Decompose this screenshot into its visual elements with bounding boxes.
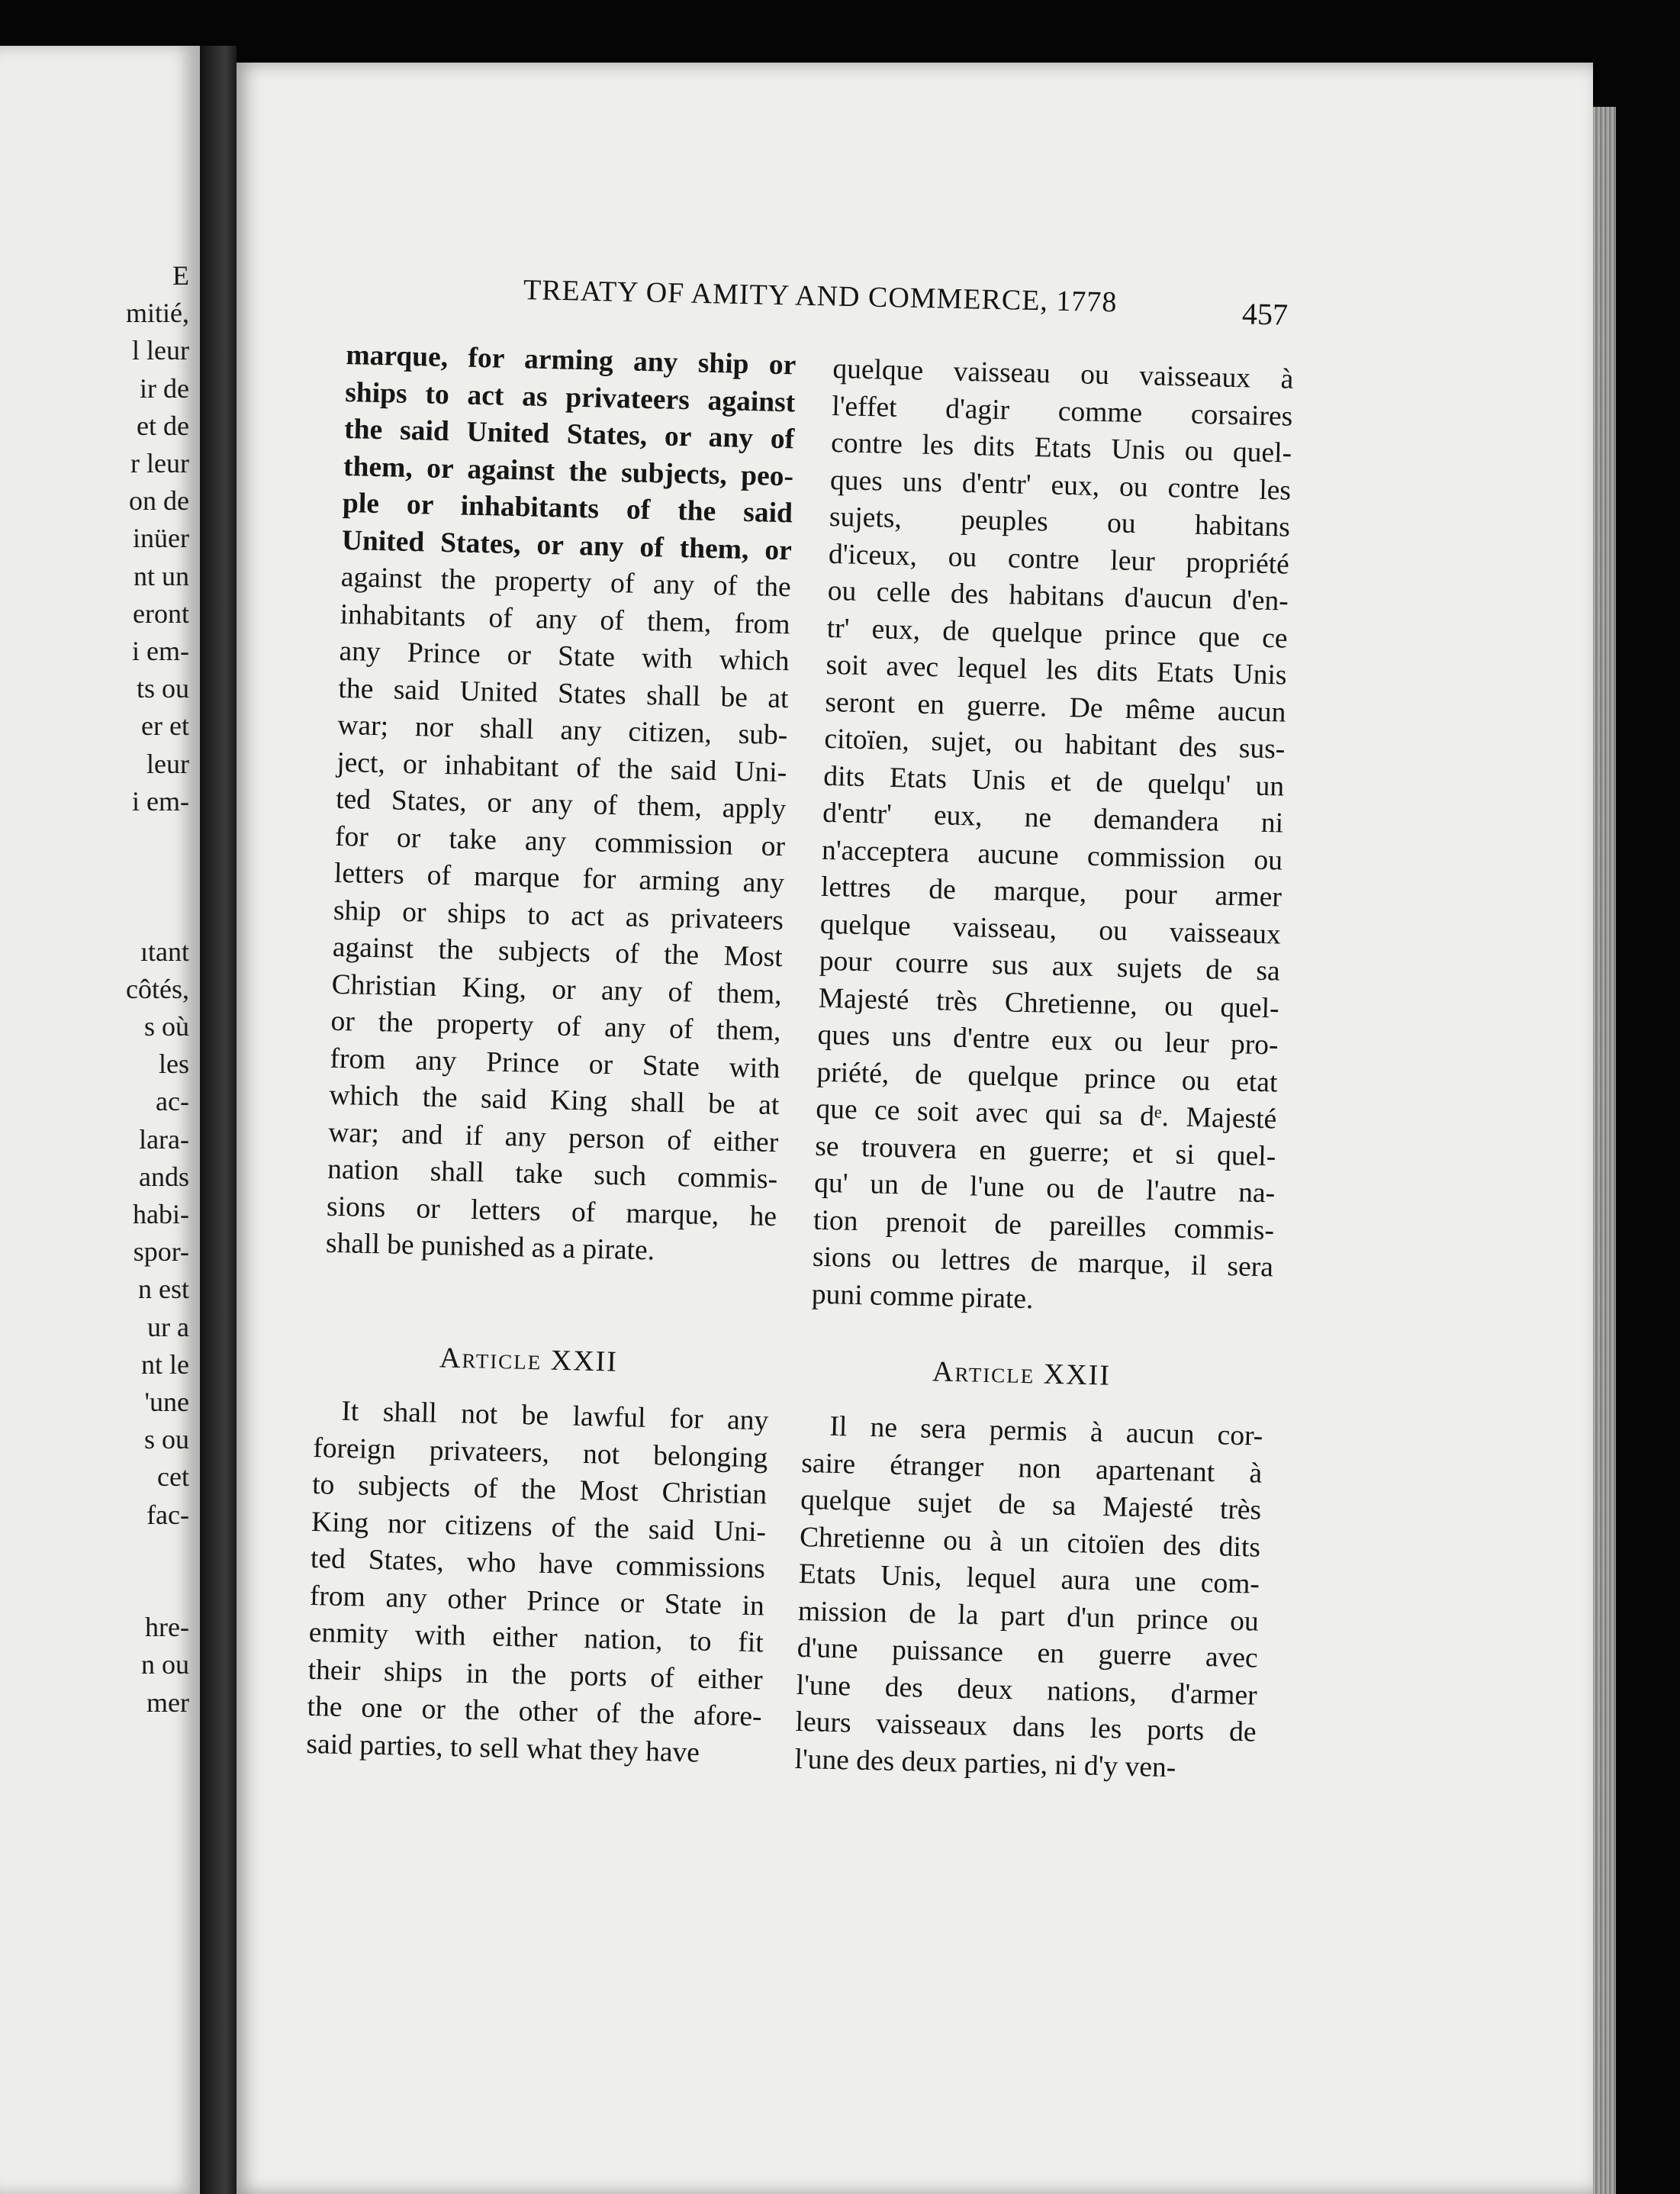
left-page-fragment: lara- [139, 1123, 189, 1155]
text-line: against the property of any of the [340, 561, 792, 604]
left-page-fragment: fac- [146, 1499, 189, 1530]
text-line: tion prenoit de pareilles commis- [813, 1204, 1275, 1246]
left-page-fragment: ac- [156, 1086, 189, 1117]
text-line: sions or letters of marque, he [326, 1190, 777, 1232]
text-line: seront en guerre. De même aucun [825, 686, 1286, 729]
left-page-fragment: ir de [140, 372, 189, 404]
left-page-fragment: i em- [132, 636, 189, 666]
left-page-fragment: les [159, 1049, 189, 1080]
left-page-fragment: er et [141, 710, 189, 742]
left-page-fragment: eront [133, 598, 189, 629]
text-line: enmity with either nation, to fit [308, 1616, 764, 1659]
text-line: ted States, who have commissions [310, 1542, 766, 1585]
left-page-fragment: côtés, [126, 973, 189, 1004]
text-line: sions ou lettres de marque, il sera [812, 1241, 1274, 1284]
text-line: ple or inhabitants of the said [342, 487, 793, 530]
text-line: marque, for arming any ship or [346, 339, 797, 382]
text-line: mission de la part d'un prince ou [797, 1595, 1260, 1638]
text-line: pour courre sus aux sujets de sa [819, 945, 1281, 987]
text-line: war; and if any person of either [327, 1116, 779, 1158]
text-line: qu' un de l'une ou de l'autre na- [813, 1167, 1276, 1210]
left-page-fragment: E [172, 260, 189, 291]
text-line: It shall not be lawful for any [340, 1395, 769, 1437]
text-line: ques uns d'entre eux ou leur pro- [817, 1019, 1279, 1062]
left-page-fragment: mitié, [126, 298, 189, 329]
text-line: ship or ships to act as privateers [333, 894, 784, 936]
text-line: que ce soit avec qui sa dᵉ. Majesté [815, 1093, 1277, 1136]
text-line: quelque sujet de sa Majesté très [800, 1484, 1262, 1526]
left-page-fragment: et de [137, 410, 189, 441]
text-line: lettres de marque, pour armer [820, 871, 1283, 913]
text-line: the said United States, or any of [343, 413, 795, 456]
text-line: letters of marque for arming any [333, 857, 785, 900]
text-line: King nor citizens of the said Uni- [311, 1506, 767, 1548]
text-line: l'effet d'agir comme corsaires [831, 390, 1293, 433]
text-line: foreign privateers, not belonging [312, 1432, 768, 1474]
left-page-fragment: cet [157, 1461, 189, 1493]
text-line: Christian King, or any of them, [331, 968, 783, 1010]
text-line: tr' eux, de quelque prince que ce [826, 612, 1289, 655]
text-line: shall be punished as a pirate. [325, 1227, 655, 1267]
left-page-fragment: nt le [141, 1348, 189, 1380]
text-line: n'acceptera aucune commission ou [821, 834, 1283, 877]
left-page-fragment: n est [138, 1274, 189, 1305]
french-column-article-xxii [794, 1408, 1263, 1789]
left-page-fragment: ur a [147, 1311, 189, 1342]
left-page-fragment: s ou [143, 1424, 189, 1455]
text-line: ships to act as privateers against [344, 376, 796, 418]
text-line: sujets, peuples ou habitans [829, 501, 1291, 543]
left-page-fragment: ts ou [136, 673, 189, 704]
text-line: citoïen, sujet, ou habitant des sus- [823, 723, 1286, 765]
text-line: United States, or any of them, or [341, 524, 793, 566]
text-line: leurs vaisseaux dans les ports de [795, 1706, 1257, 1748]
text-line: ject, or inhabitant of the said Uni- [336, 746, 787, 788]
running-head-title: TREATY OF AMITY AND COMMERCE, 1778 [523, 274, 1118, 319]
text-line: them, or against the subjects, peo- [343, 450, 794, 492]
text-line: nation shall take such commis- [327, 1153, 778, 1196]
text-line: saire étranger non apartenant à [800, 1447, 1263, 1490]
text-line: l'une des deux nations, d'armer [796, 1669, 1258, 1712]
left-page-fragment: on de [129, 485, 189, 517]
text-line: the said United States shall be at [338, 672, 789, 714]
text-line: quelque vaisseau, ou vaisseaux [819, 908, 1282, 951]
book-gutter [200, 46, 237, 2194]
article-heading-english: Article XXII [439, 1342, 619, 1378]
french-column-top [811, 351, 1293, 1323]
text-line: ted States, or any of them, apply [335, 783, 787, 826]
left-page-fragment: 'une [144, 1387, 189, 1417]
english-column-article-xxii [306, 1393, 769, 1773]
text-line: or the property of any of them, [330, 1005, 781, 1048]
text-line: dits Etats Unis et de quelqu' un [822, 760, 1285, 803]
text-line: war; nor shall any citizen, sub- [336, 709, 788, 752]
text-line: ou celle des habitans d'aucun d'en- [827, 575, 1289, 617]
text-line: contre les dits Etats Unis ou quel- [830, 427, 1292, 469]
text-line: which the said King shall be at [328, 1079, 780, 1122]
article-heading-french: Article XXII [932, 1355, 1112, 1392]
left-page-fragment: n ou [141, 1649, 189, 1680]
text-line: priété, de quelque prince ou etat [816, 1056, 1278, 1098]
text-line: any Prince or State with which [339, 635, 790, 678]
text-line: d'iceux, ou contre leur propriété [828, 538, 1290, 581]
text-line: ques uns d'entr' eux, ou contre les [829, 464, 1292, 507]
left-page-fragment: s où [143, 1011, 189, 1042]
text-line: puni comme pirate. [811, 1278, 1034, 1315]
left-page-fragment: ands [139, 1161, 189, 1192]
text-line: se trouvera en guerre; et si quel- [814, 1130, 1276, 1172]
left-page-fragment: inüer [133, 523, 189, 554]
text-line: l'une des deux parties, ni d'y ven- [794, 1743, 1176, 1783]
left-page-fragment: nt un [133, 560, 189, 591]
text-line: soit avec lequel les dits Etats Unis [826, 649, 1287, 691]
facing-left-page [0, 46, 200, 2194]
left-page-fragment: l leur [132, 335, 189, 366]
text-line: Chretienne ou à un citoïen des dits [799, 1521, 1261, 1564]
text-line: said parties, to sell what they have [306, 1728, 700, 1769]
text-line: Il ne sera permis à aucun cor- [829, 1410, 1263, 1452]
english-column-top [325, 337, 796, 1273]
text-line: for or take any commission or [334, 820, 786, 862]
text-line: from any Prince or State with [330, 1042, 780, 1084]
left-page-fragment: habi- [133, 1199, 189, 1229]
page-edge-stack [1593, 107, 1616, 2194]
left-page-fragment: ıtant [140, 936, 189, 967]
text-line: d'entr' eux, ne demandera ni [822, 797, 1284, 839]
left-page-fragment: mer [146, 1687, 189, 1718]
left-page-fragment: leur [146, 748, 189, 779]
text-line: their ships in the ports of either [307, 1654, 764, 1696]
text-line: against the subjects of the Most [332, 931, 784, 974]
left-page-fragment: r leur [130, 448, 189, 478]
text-line: to subjects of the Most Christian [311, 1468, 768, 1511]
text-line: Majesté très Chretienne, ou quel- [818, 982, 1280, 1024]
text-line: d'une puissance en guerre avec [797, 1632, 1259, 1674]
text-line: from any other Prince or State in [309, 1580, 765, 1622]
text-line: inhabitants of any of them, from [340, 598, 791, 640]
left-page-fragment: hre- [145, 1612, 189, 1643]
page-number: 457 [1241, 296, 1289, 332]
left-page-fragment: i em- [132, 785, 189, 817]
left-page-fragment: spor- [133, 1236, 189, 1268]
text-line: Etats Unis, lequel aura une com- [798, 1558, 1260, 1600]
text-line: the one or the other of the afore- [307, 1690, 762, 1733]
text-line: quelque vaisseau ou vaisseaux à [832, 353, 1294, 395]
